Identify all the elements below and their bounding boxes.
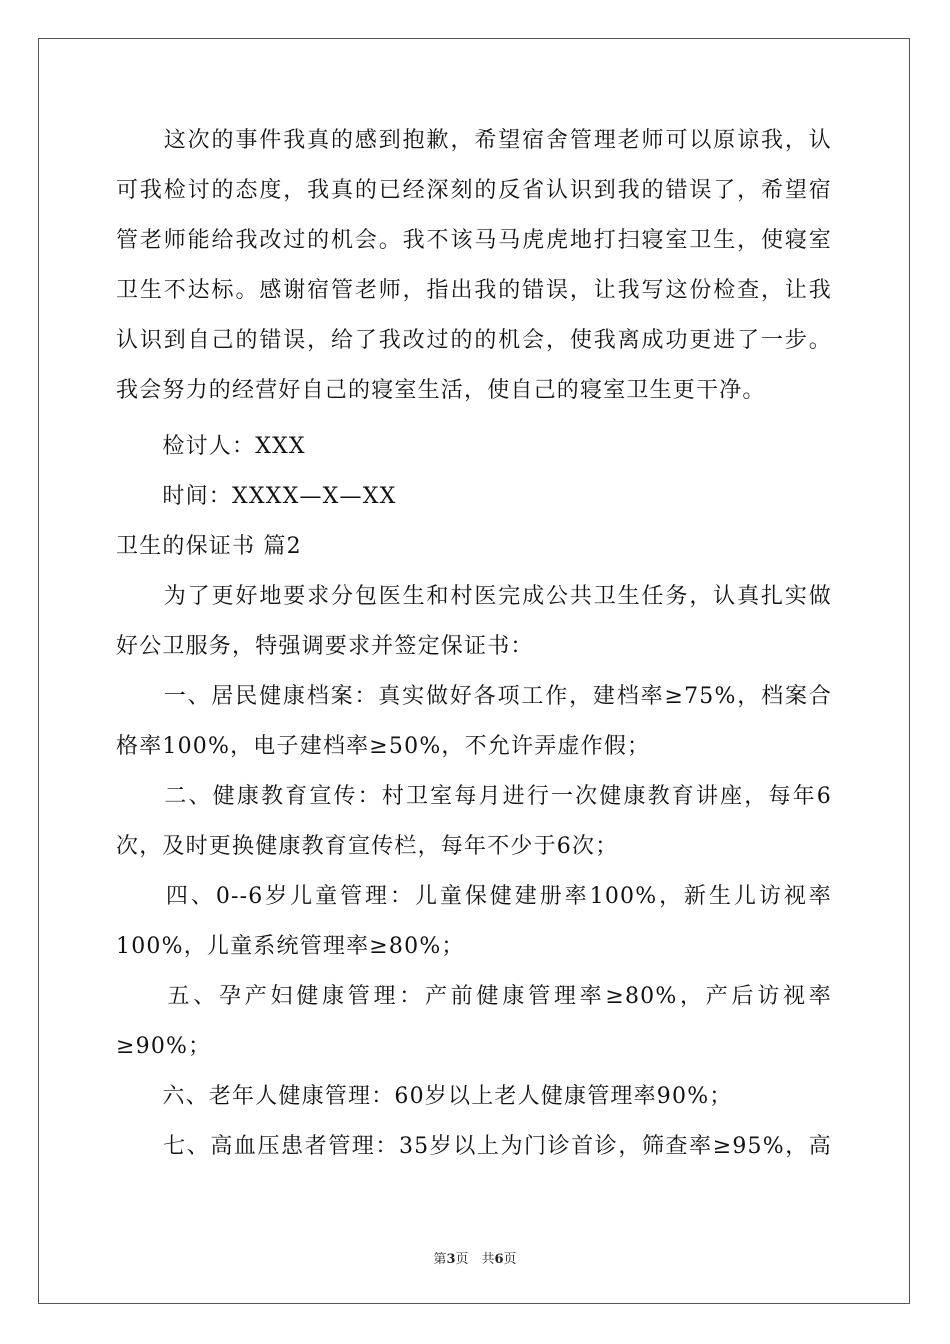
text-line: 六、老年人健康管理：60岁以上老人健康管理率90%； xyxy=(116,1084,733,1109)
footer-mid: 页 共 xyxy=(455,1252,495,1267)
text-line: 认识到自己的错误，给了我改过的的机会，使我离成功更进了一步。 xyxy=(116,328,832,353)
text-line: 次，及时更换健康教育宣传栏，每年不少于6次； xyxy=(116,834,619,859)
text-line: 七、高血压患者管理：35岁以上为门诊首诊，筛查率≥95%，高 xyxy=(116,1134,832,1159)
signer-line: 检讨人：XXX xyxy=(116,434,306,459)
text-line: 为了更好地要求分包医生和村医完成公共卫生任务，认真扎实做 xyxy=(116,584,832,609)
text-line: 100%，儿童系统管理率≥80%； xyxy=(116,934,465,959)
current-page-number: 3 xyxy=(446,1252,456,1267)
footer-suffix: 页 xyxy=(503,1252,517,1267)
footer-prefix: 第 xyxy=(433,1252,447,1267)
text-line: 一、居民健康档案：真实做好各项工作，建档率≥75%，档案合 xyxy=(116,684,832,709)
text-line: 可我检讨的态度，我真的已经深刻的反省认识到我的错误了，希望宿 xyxy=(116,178,832,203)
text-line: ≥90%； xyxy=(116,1034,212,1059)
text-line: 我会努力的经营好自己的寝室生活，使自己的寝室卫生更干净。 xyxy=(116,378,766,403)
total-page-number: 6 xyxy=(494,1252,504,1267)
text-line: 卫生不达标。感谢宿管老师，指出我的错误，让我写这份检查，让我 xyxy=(116,278,832,303)
text-line: 格率100%，电子建档率≥50%，不允许弄虚作假； xyxy=(116,734,651,759)
text-line: 四、0--6岁儿童管理：儿童保健建册率100%，新生儿访视率 xyxy=(116,884,832,909)
date-line: 时间：XXXX—X—XX xyxy=(116,484,397,509)
text-line: 管老师能给我改过的机会。我不该马马虎虎地打扫寝室卫生，使寝室 xyxy=(116,228,832,253)
text-line: 这次的事件我真的感到抱歉，希望宿舍管理老师可以原谅我，认 xyxy=(116,128,832,153)
section-heading: 卫生的保证书 篇2 xyxy=(116,534,302,559)
text-line: 五、孕产妇健康管理：产前健康管理率≥80%，产后访视率 xyxy=(116,984,832,1009)
text-line: 好公卫服务，特强调要求并签定保证书： xyxy=(116,634,534,659)
text-line: 二、健康教育宣传：村卫室每月进行一次健康教育讲座，每年6 xyxy=(116,784,832,809)
page-footer xyxy=(0,1248,950,1267)
